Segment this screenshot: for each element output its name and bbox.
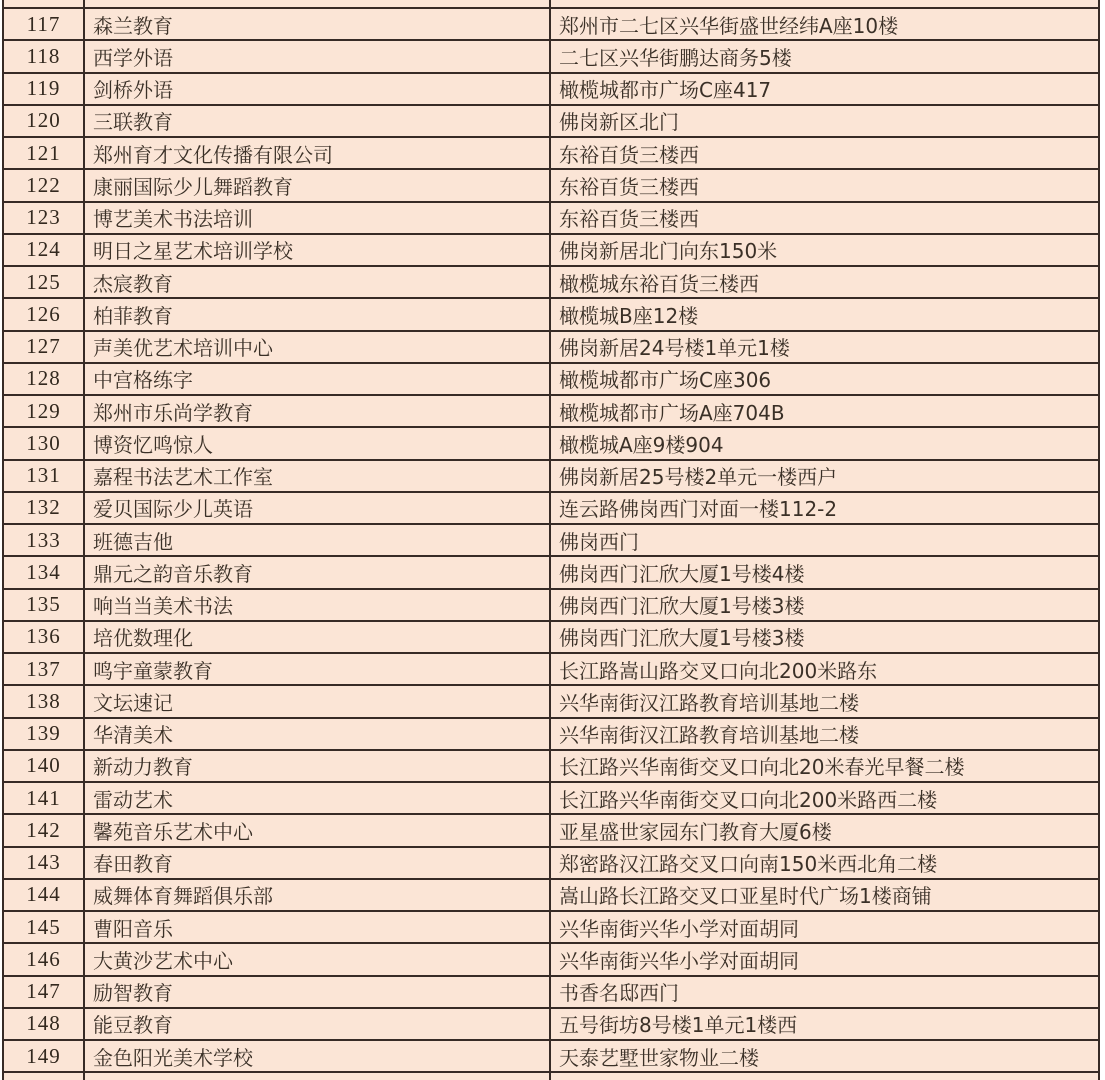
table-row[interactable] bbox=[4, 977, 1098, 1009]
row-number-cell[interactable]: 135 bbox=[4, 590, 85, 620]
institution-name-cell[interactable]: 中宫格练字 bbox=[85, 364, 551, 394]
row-number-cell bbox=[4, 1073, 85, 1080]
institution-name-cell[interactable]: 威舞体育舞蹈俱乐部 bbox=[85, 880, 551, 910]
institution-name-cell[interactable]: 曹阳音乐 bbox=[85, 912, 551, 942]
table-row[interactable] bbox=[4, 364, 1098, 396]
institution-address-cell[interactable]: 连云路佛岗西门对面一楼112-2 bbox=[559, 497, 838, 522]
institution-name-cell[interactable]: 文坛速记 bbox=[85, 686, 551, 716]
table-row[interactable] bbox=[4, 106, 1098, 138]
institution-address-cell[interactable]: 佛岗新居北门向东150米 bbox=[559, 239, 778, 264]
institution-address-cell bbox=[551, 1073, 1098, 1080]
table-row[interactable] bbox=[4, 557, 1098, 589]
row-number-cell[interactable]: 132 bbox=[4, 493, 85, 523]
institution-name-cell[interactable]: 大黄沙艺术中心 bbox=[85, 944, 551, 974]
table-row[interactable] bbox=[4, 1041, 1098, 1073]
institution-address-cell[interactable]: 佛岗西门汇欣大厦1号楼3楼 bbox=[559, 626, 805, 651]
row-number-cell[interactable]: 117 bbox=[4, 9, 85, 39]
institution-name-cell[interactable]: 班德吉他 bbox=[85, 525, 551, 555]
institution-name-cell[interactable]: 博资忆鸣惊人 bbox=[85, 428, 551, 458]
table-row[interactable] bbox=[4, 590, 1098, 622]
institution-name-cell[interactable]: 华清美术 bbox=[85, 719, 551, 749]
table-row[interactable] bbox=[4, 299, 1098, 331]
clipped-row-top bbox=[4, 0, 1098, 9]
row-number-cell[interactable]: 131 bbox=[4, 461, 85, 491]
institution-name-cell bbox=[85, 0, 551, 7]
institution-table bbox=[2, 0, 1100, 1080]
institution-address-cell[interactable]: 兴华南街兴华小学对面胡同 bbox=[559, 948, 799, 973]
row-number-cell[interactable]: 119 bbox=[4, 74, 85, 104]
table-row[interactable] bbox=[4, 461, 1098, 493]
institution-address-cell[interactable]: 兴华南街汉江路教育培训基地二楼 bbox=[559, 723, 859, 748]
row-number-cell[interactable]: 121 bbox=[4, 138, 85, 168]
row-number-cell[interactable]: 130 bbox=[4, 428, 85, 458]
institution-name-cell[interactable]: 博艺美术书法培训 bbox=[85, 203, 551, 233]
institution-address-cell[interactable]: 长江路兴华南街交叉口向北20米春光早餐二楼 bbox=[559, 755, 965, 780]
row-number-cell[interactable]: 148 bbox=[4, 1009, 85, 1039]
institution-name-cell[interactable]: 响当当美术书法 bbox=[85, 590, 551, 620]
row-number-cell[interactable]: 127 bbox=[4, 332, 85, 362]
table-row[interactable] bbox=[4, 622, 1098, 654]
institution-name-cell[interactable]: 郑州育才文化传播有限公司 bbox=[85, 138, 551, 168]
row-number-cell[interactable]: 139 bbox=[4, 719, 85, 749]
institution-address-cell[interactable]: 五号街坊8号楼1单元1楼西 bbox=[559, 1013, 798, 1038]
institution-address-cell[interactable]: 佛岗新区北门 bbox=[559, 110, 679, 135]
institution-address-cell[interactable]: 橄榄城东裕百货三楼西 bbox=[559, 271, 759, 296]
row-number-cell[interactable]: 126 bbox=[4, 299, 85, 329]
table-row[interactable] bbox=[4, 74, 1098, 106]
institution-name-cell[interactable]: 鸣宇童蒙教育 bbox=[85, 654, 551, 684]
row-number-cell[interactable]: 124 bbox=[4, 235, 85, 265]
row-number-cell[interactable]: 143 bbox=[4, 848, 85, 878]
row-number-cell[interactable]: 147 bbox=[4, 977, 85, 1007]
institution-name-cell[interactable]: 嘉程书法艺术工作室 bbox=[85, 461, 551, 491]
institution-address-cell[interactable]: 佛岗西门 bbox=[559, 529, 639, 554]
row-number-cell[interactable]: 129 bbox=[4, 396, 85, 426]
table-row[interactable] bbox=[4, 138, 1098, 170]
institution-address-cell[interactable]: 书香名邸西门 bbox=[559, 981, 679, 1006]
institution-name-cell[interactable]: 明日之星艺术培训学校 bbox=[85, 235, 551, 265]
institution-name-cell[interactable]: 三联教育 bbox=[85, 106, 551, 136]
table-row[interactable] bbox=[4, 493, 1098, 525]
row-number-cell[interactable]: 145 bbox=[4, 912, 85, 942]
table-row[interactable] bbox=[4, 235, 1098, 267]
institution-address-cell[interactable]: 佛岗新居24号楼1单元1楼 bbox=[559, 336, 790, 361]
table-row[interactable] bbox=[4, 815, 1098, 847]
institution-address-cell[interactable]: 兴华南街汉江路教育培训基地二楼 bbox=[559, 690, 859, 715]
institution-name-cell[interactable]: 剑桥外语 bbox=[85, 74, 551, 104]
institution-address-cell[interactable]: 佛岗新居25号楼2单元一楼西户 bbox=[559, 465, 838, 490]
institution-address-cell[interactable]: 亚星盛世家园东门教育大厦6楼 bbox=[559, 819, 832, 844]
institution-name-cell[interactable]: 金色阳光美术学校 bbox=[85, 1041, 551, 1071]
table-row[interactable] bbox=[4, 203, 1098, 235]
row-number-cell[interactable]: 118 bbox=[4, 41, 85, 71]
institution-address-cell[interactable]: 郑州市二七区兴华街盛世经纬A座10楼 bbox=[559, 13, 899, 38]
institution-address-cell[interactable]: 二七区兴华街鹏达商务5楼 bbox=[559, 45, 792, 70]
institution-name-cell[interactable]: 励智教育 bbox=[85, 977, 551, 1007]
institution-name-cell[interactable]: 雷动艺术 bbox=[85, 783, 551, 813]
table-row[interactable] bbox=[4, 9, 1098, 41]
row-number-cell[interactable]: 142 bbox=[4, 815, 85, 845]
institution-name-cell[interactable]: 郑州市乐尚学教育 bbox=[85, 396, 551, 426]
institution-name-cell[interactable]: 柏菲教育 bbox=[85, 299, 551, 329]
row-number-cell[interactable]: 140 bbox=[4, 751, 85, 781]
institution-name-cell[interactable]: 春田教育 bbox=[85, 848, 551, 878]
table-row[interactable] bbox=[4, 267, 1098, 299]
institution-address-cell[interactable]: 长江路兴华南街交叉口向北200米路西二楼 bbox=[559, 787, 938, 812]
table-row[interactable] bbox=[4, 719, 1098, 751]
row-number-cell[interactable]: 125 bbox=[4, 267, 85, 297]
row-number-cell[interactable]: 133 bbox=[4, 525, 85, 555]
institution-address-cell[interactable]: 佛岗西门汇欣大厦1号楼3楼 bbox=[559, 594, 805, 619]
institution-address-cell[interactable]: 郑密路汉江路交叉口向南150米西北角二楼 bbox=[559, 852, 938, 877]
row-number-cell[interactable]: 141 bbox=[4, 783, 85, 813]
institution-name-cell[interactable]: 西学外语 bbox=[85, 41, 551, 71]
institution-address-cell[interactable]: 嵩山路长江路交叉口亚星时代广场1楼商铺 bbox=[559, 884, 932, 909]
table-row[interactable] bbox=[4, 41, 1098, 73]
table-row[interactable] bbox=[4, 944, 1098, 976]
institution-address-cell[interactable]: 佛岗西门汇欣大厦1号楼4楼 bbox=[559, 561, 805, 586]
institution-name-cell[interactable]: 森兰教育 bbox=[85, 9, 551, 39]
row-number-cell[interactable]: 128 bbox=[4, 364, 85, 394]
table-row[interactable] bbox=[4, 428, 1098, 460]
institution-name-cell[interactable]: 杰宸教育 bbox=[85, 267, 551, 297]
row-number-cell[interactable]: 134 bbox=[4, 557, 85, 587]
institution-address-cell bbox=[551, 0, 1098, 7]
institution-name-cell[interactable]: 能豆教育 bbox=[85, 1009, 551, 1039]
clipped-row-bottom bbox=[4, 1073, 1098, 1080]
institution-name-cell[interactable]: 培优数理化 bbox=[85, 622, 551, 652]
institution-address-cell[interactable]: 橄榄城A座9楼904 bbox=[559, 432, 724, 457]
table-row[interactable] bbox=[4, 170, 1098, 202]
row-number-cell[interactable]: 138 bbox=[4, 686, 85, 716]
institution-address-cell[interactable]: 东裕百货三楼西 bbox=[559, 142, 699, 167]
table-row[interactable] bbox=[4, 848, 1098, 880]
row-number-cell[interactable]: 149 bbox=[4, 1041, 85, 1071]
institution-address-cell[interactable]: 橄榄城都市广场A座704B bbox=[559, 400, 785, 425]
row-number-cell[interactable]: 136 bbox=[4, 622, 85, 652]
institution-address-cell[interactable]: 天泰艺墅世家物业二楼 bbox=[559, 1045, 759, 1070]
institution-address-cell[interactable]: 东裕百货三楼西 bbox=[559, 207, 699, 232]
institution-address-cell[interactable]: 橄榄城都市广场C座306 bbox=[559, 368, 772, 393]
institution-address-cell[interactable]: 兴华南街兴华小学对面胡同 bbox=[559, 916, 799, 941]
row-number-cell bbox=[4, 0, 85, 7]
table-row[interactable] bbox=[4, 654, 1098, 686]
table-row[interactable] bbox=[4, 332, 1098, 364]
institution-name-cell[interactable]: 康丽国际少儿舞蹈教育 bbox=[85, 170, 551, 200]
row-number-cell[interactable]: 137 bbox=[4, 654, 85, 684]
institution-name-cell[interactable]: 声美优艺术培训中心 bbox=[85, 332, 551, 362]
institution-name-cell[interactable]: 新动力教育 bbox=[85, 751, 551, 781]
table-row[interactable] bbox=[4, 396, 1098, 428]
institution-name-cell[interactable]: 爱贝国际少儿英语 bbox=[85, 493, 551, 523]
row-number-cell[interactable]: 144 bbox=[4, 880, 85, 910]
table-row[interactable] bbox=[4, 880, 1098, 912]
row-number-cell[interactable]: 122 bbox=[4, 170, 85, 200]
table-row[interactable] bbox=[4, 525, 1098, 557]
table-row[interactable] bbox=[4, 783, 1098, 815]
institution-address-cell[interactable]: 东裕百货三楼西 bbox=[559, 174, 699, 199]
table-row[interactable] bbox=[4, 912, 1098, 944]
row-number-cell[interactable]: 123 bbox=[4, 203, 85, 233]
row-number-cell[interactable]: 120 bbox=[4, 106, 85, 136]
institution-address-cell[interactable]: 橄榄城都市广场C座417 bbox=[559, 78, 772, 103]
institution-address-cell[interactable]: 长江路嵩山路交叉口向北200米路东 bbox=[559, 658, 878, 683]
institution-name-cell[interactable]: 鼎元之韵音乐教育 bbox=[85, 557, 551, 587]
row-number-cell[interactable]: 146 bbox=[4, 944, 85, 974]
institution-name-cell bbox=[85, 1073, 551, 1080]
table-row[interactable] bbox=[4, 751, 1098, 783]
institution-address-cell[interactable]: 橄榄城B座12楼 bbox=[559, 303, 699, 328]
institution-name-cell[interactable]: 馨苑音乐艺术中心 bbox=[85, 815, 551, 845]
table-row[interactable] bbox=[4, 1009, 1098, 1041]
table-row[interactable] bbox=[4, 686, 1098, 718]
